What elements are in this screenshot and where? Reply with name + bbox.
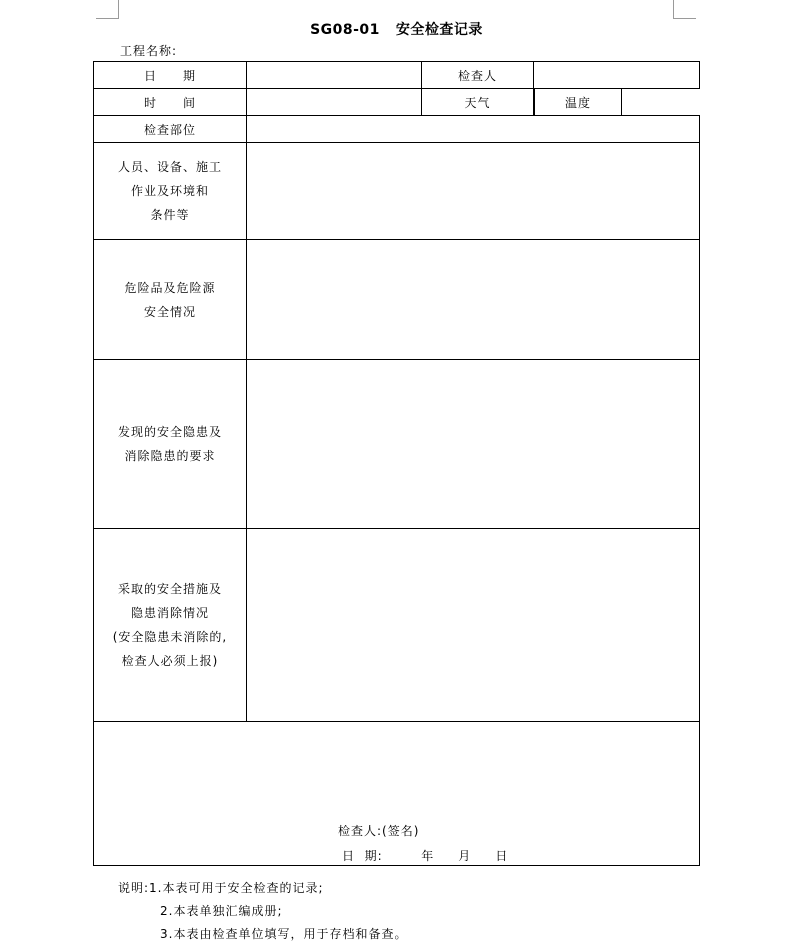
table-row bbox=[94, 722, 700, 866]
table-row bbox=[94, 240, 700, 360]
issues-field[interactable] bbox=[247, 360, 700, 529]
hazard-field[interactable] bbox=[247, 240, 700, 360]
note-line: 说明:1.本表可用于安全检查的记录; bbox=[118, 881, 324, 895]
time-field[interactable] bbox=[247, 89, 422, 116]
weather-label: 天气 bbox=[422, 89, 534, 116]
label-line: 采取的安全措施及 bbox=[117, 582, 222, 596]
label-line: 危险品及危险源 bbox=[124, 280, 216, 295]
time-label: 时 间 bbox=[94, 89, 247, 116]
personnel-equipment-label bbox=[94, 143, 247, 240]
safety-inspection-table bbox=[93, 61, 700, 866]
project-name-label: 工程名称: bbox=[120, 44, 178, 58]
location-label: 检查部位 bbox=[94, 116, 247, 143]
location-field[interactable] bbox=[247, 116, 700, 143]
form-title: 安全检查记录 bbox=[395, 22, 483, 38]
signature-block bbox=[94, 722, 700, 866]
table-row bbox=[94, 529, 700, 722]
temperature-field[interactable] bbox=[621, 89, 698, 115]
label-line: 人员、设备、施工 bbox=[117, 160, 222, 174]
table-row bbox=[94, 360, 700, 529]
measures-label bbox=[94, 529, 247, 722]
date-field[interactable] bbox=[247, 62, 422, 89]
hazard-label bbox=[94, 240, 247, 360]
signature-label: 检查人:(签名) bbox=[338, 824, 420, 838]
label-line: 隐患消除情况 bbox=[130, 606, 209, 620]
table-row bbox=[94, 143, 700, 240]
note-line: 3.本表由检查单位填写，用于存档和备查。 bbox=[160, 927, 408, 941]
issues-label bbox=[94, 360, 247, 529]
table-row bbox=[94, 116, 700, 143]
signature-date-label: 日 期: 年 月 日 bbox=[342, 849, 509, 863]
label-line: 消除隐患的要求 bbox=[124, 449, 216, 463]
label-line: 安全情况 bbox=[143, 304, 196, 319]
inspector-label: 检查人 bbox=[422, 62, 534, 89]
label-line: 检查人必须上报) bbox=[121, 654, 219, 668]
form-code: SG08-01 bbox=[310, 22, 380, 38]
label-line: 作业及环境和 bbox=[130, 184, 209, 198]
notes-section bbox=[118, 877, 407, 946]
label-line: 发现的安全隐患及 bbox=[117, 425, 222, 439]
note-line: 2.本表单独汇编成册; bbox=[160, 904, 283, 918]
temperature-label: 温度 bbox=[564, 95, 591, 110]
measures-field[interactable] bbox=[247, 529, 700, 722]
page-corner-mark-left bbox=[96, 0, 119, 19]
inspector-field[interactable] bbox=[534, 62, 700, 89]
label-line: (安全隐患未消除的, bbox=[112, 630, 228, 644]
temperature-cell-overlay bbox=[534, 89, 622, 115]
label-line: 条件等 bbox=[150, 208, 190, 222]
document-title bbox=[0, 19, 793, 39]
page-corner-mark-right bbox=[673, 0, 696, 19]
personnel-equipment-field[interactable] bbox=[247, 143, 700, 240]
table-row bbox=[94, 62, 700, 89]
date-label: 日 期 bbox=[94, 62, 247, 89]
